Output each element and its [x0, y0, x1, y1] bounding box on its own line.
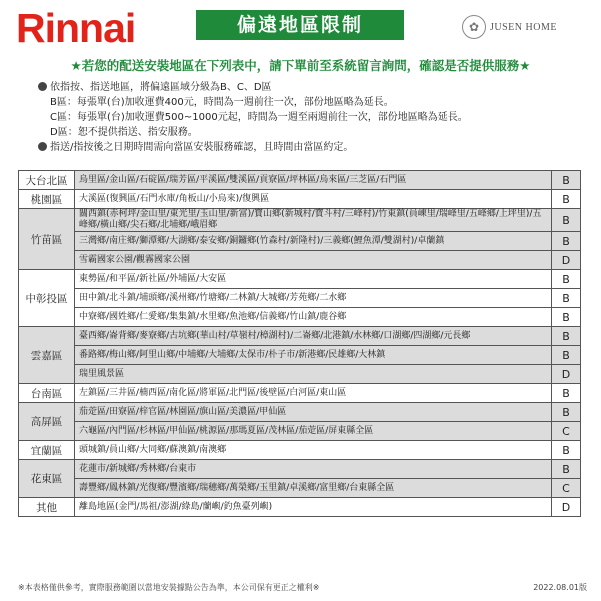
area-grade: C [552, 422, 581, 441]
info-b: B區：每張單(台)加收運費400元，時間為一週前往一次，部份地區略為延長。 [50, 97, 394, 108]
info-line-2: 指送/指按後之日期時間需向當區安裝服務確認，且時間由當區約定。 [38, 140, 593, 155]
area-grade: B [552, 232, 581, 251]
town-list: 茄萣區/田寮區/梓官區/林園區/旗山區/美濃區/甲仙區 [75, 403, 552, 422]
table-row [19, 346, 581, 365]
table-row [19, 308, 581, 327]
town-list: 中寮鄉/國姓鄉/仁愛鄉/集集鎮/水里鄉/魚池鄉/信義鄉/竹山鎮/鹿谷鄉 [75, 308, 552, 327]
table-row [19, 422, 581, 441]
version-date: 2022.08.01版 [533, 583, 587, 592]
region-name: 其他 [19, 498, 75, 517]
town-list: 臺西鄉/崙背鄉/麥寮鄉/古坑鄉(華山村/草嶺村/樟湖村)/二崙鄉/北港鎮/水林鄉/口湖鄉/四湖鄉/元長鄉 [75, 327, 552, 346]
table-row [19, 209, 581, 232]
table-row [19, 171, 581, 190]
town-list: 左鎮區/三井區/楠西區/南化區/將軍區/北門區/後壁區/白河區/東山區 [75, 384, 552, 403]
area-grade: B [552, 327, 581, 346]
footer-note: ※本表格僅供參考，實際服務範圍以當地安裝據點公告為準，本公司保有更正之權利※ [18, 583, 320, 592]
table-row [19, 232, 581, 251]
area-grade: B [552, 270, 581, 289]
town-list: 大溪區(復興區/石門水庫/角板山/小烏來)/復興區 [75, 190, 552, 209]
jusen-home-label: JUSEN HOME [490, 21, 557, 33]
table-row [19, 270, 581, 289]
table-row [19, 384, 581, 403]
table-row [19, 403, 581, 422]
page-title: 偏遠地區限制 [196, 10, 404, 40]
header [0, 0, 601, 58]
table-row [19, 251, 581, 270]
town-list: 花蓮市/新城鄉/秀林鄉/台東市 [75, 460, 552, 479]
town-list: 三灣鄉/南庄鄉/獅潭鄉/大湖鄉/泰安鄉/銅鑼鄉(竹森村/新隆村)/三義鄉(鯉魚潭/雙湖村)/卓蘭鎮 [75, 232, 552, 251]
area-grade: D [552, 251, 581, 270]
bullet-icon [38, 82, 47, 91]
area-grade: D [552, 498, 581, 517]
table-row [19, 441, 581, 460]
town-list: 烏里區/金山區/石碇區/瑞芳區/平溪區/雙溪區/貢寮區/坪林區/烏來區/三芝區/石門區 [75, 171, 552, 190]
area-grade: B [552, 171, 581, 190]
remote-area-table [18, 170, 581, 517]
area-grade: B [552, 289, 581, 308]
table-row [19, 460, 581, 479]
town-list: 瑞里風景區 [75, 365, 552, 384]
region-name: 桃園區 [19, 190, 75, 209]
table-row [19, 289, 581, 308]
town-list: 關西鎮(赤柯坪/金山里/東光里/玉山里/新富)/寶山鄉(新城村/寶斗村/三峰村)/竹東鎮(員崠里/瑞峰里/五峰鄉/上坪里)/五峰鄉/橫山鄉/尖石鄉/北埔鄉/峨眉鄉 [75, 209, 552, 232]
table-row [19, 190, 581, 209]
table-row [19, 327, 581, 346]
town-list: 六龜區/內門區/杉林區/甲仙區/桃源區/那瑪夏區/茂林區/茄萣區/屏東縣全區 [75, 422, 552, 441]
info-d: D區：恕不提供指送、指安服務。 [50, 127, 198, 138]
region-name: 大台北區 [19, 171, 75, 190]
region-name: 高屏區 [19, 403, 75, 441]
region-name: 台南區 [19, 384, 75, 403]
town-list: 頭城鎮/員山鄉/大同鄉/蘇澳鎮/南澳鄉 [75, 441, 552, 460]
region-name: 雲嘉區 [19, 327, 75, 384]
region-name: 中彰投區 [19, 270, 75, 327]
area-grade: B [552, 209, 581, 232]
table-row [19, 479, 581, 498]
town-list: 雪霸國家公園/觀霧國家公園 [75, 251, 552, 270]
area-grade: B [552, 403, 581, 422]
info-section [38, 80, 593, 155]
region-name: 花東區 [19, 460, 75, 498]
rinnai-logo: Rinnai [16, 5, 136, 51]
area-grade: D [552, 365, 581, 384]
area-grade: B [552, 190, 581, 209]
area-grade: B [552, 460, 581, 479]
notice-banner: ★若您的配送安裝地區在下列表中，請下單前至系統留言詢問，確認是否提供服務★ [70, 58, 531, 73]
area-grade: B [552, 346, 581, 365]
town-list: 壽豐鄉/鳳林鎮/光復鄉/豐濱鄉/瑞穗鄉/萬榮鄉/玉里鎮/卓溪鄉/富里鄉/台東縣全區 [75, 479, 552, 498]
town-list: 東勢區/和平區/新社區/外埔區/大安區 [75, 270, 552, 289]
info-line-1: 依指按、指送地區，將偏遠區域分級為B、C、D區 [38, 80, 593, 95]
jusen-home-logo [462, 14, 557, 40]
town-list: 離島地區(金門/馬祖/澎湖/綠島/蘭嶼/釣魚臺列嶼) [75, 498, 552, 517]
jusen-flower-icon: ✿ [462, 15, 486, 39]
area-grade: B [552, 384, 581, 403]
region-name: 竹苗區 [19, 209, 75, 270]
table-row [19, 365, 581, 384]
info-c: C區：每張單(台)加收運費500~1000元起，時間為一週至兩週前往一次，部份地區略為延長。 [50, 112, 468, 123]
area-grade: C [552, 479, 581, 498]
area-grade: B [552, 441, 581, 460]
table-row [19, 498, 581, 517]
area-grade: B [552, 308, 581, 327]
bullet-icon [38, 142, 47, 151]
region-name: 宜蘭區 [19, 441, 75, 460]
town-list: 番路鄉/梅山鄉/阿里山鄉/中埔鄉/大埔鄉/太保市/朴子市/新港鄉/民雄鄉/大林鎮 [75, 346, 552, 365]
town-list: 田中鎮/北斗鎮/埔頭鄉/溪州鄉/竹塘鄉/二林鎮/大城鄉/芳苑鄉/二水鄉 [75, 289, 552, 308]
